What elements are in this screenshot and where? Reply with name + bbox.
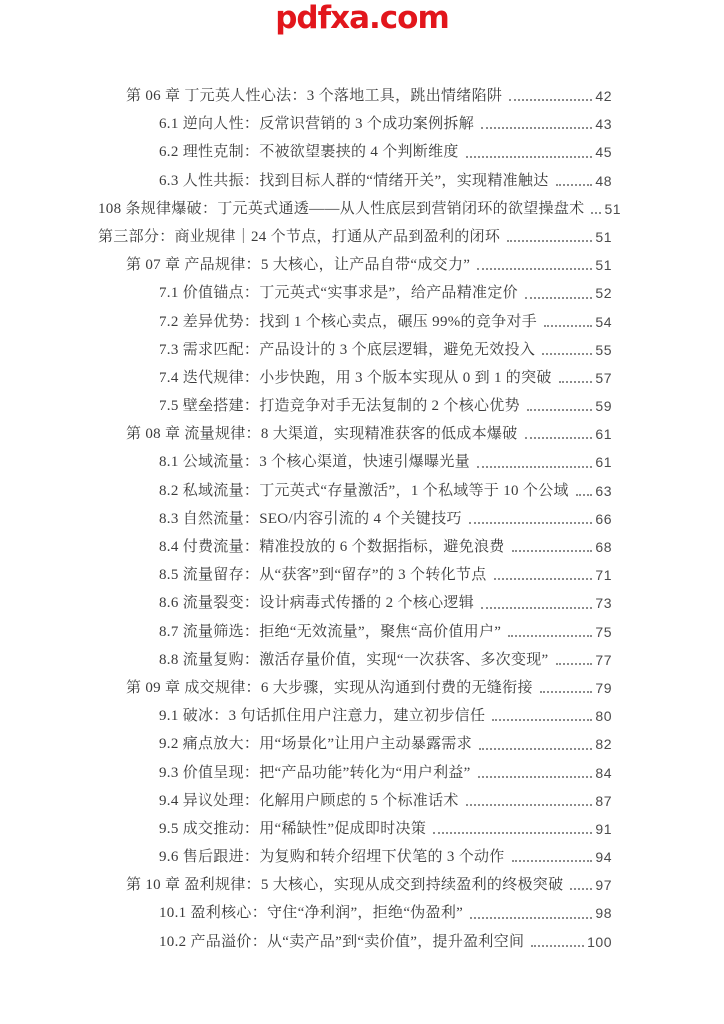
toc-entry — [98, 928, 612, 956]
dot-leader — [477, 268, 592, 270]
toc-entry-label: 9.2 痛点放大：用“场景化”让用户主动暴露需求 — [159, 736, 473, 753]
dot-leader — [559, 381, 593, 383]
dot-leader — [576, 494, 593, 496]
dot-leader — [591, 212, 601, 214]
toc-entry-page-number: 87 — [595, 792, 612, 809]
dot-leader — [469, 522, 593, 524]
toc-entry — [98, 815, 612, 843]
toc-entry-page-number: 61 — [595, 454, 612, 471]
toc-entry-page-number: 97 — [595, 877, 612, 894]
toc-entry-page-number: 57 — [595, 369, 612, 386]
dot-leader — [466, 156, 593, 158]
dot-leader — [512, 550, 593, 552]
toc-entry-page-number: 45 — [595, 144, 612, 161]
toc-entry — [98, 730, 612, 758]
dot-leader — [531, 945, 584, 947]
dot-leader — [507, 240, 592, 242]
toc-entry — [98, 138, 612, 166]
dot-leader — [477, 466, 592, 468]
dot-leader — [542, 353, 592, 355]
toc-entry — [98, 618, 612, 646]
toc-entry-page-number: 43 — [595, 116, 612, 133]
dot-leader — [527, 409, 593, 411]
dot-leader — [478, 776, 593, 778]
toc-entry — [98, 420, 612, 448]
toc-entry-page-number: 71 — [595, 567, 612, 584]
toc-entry — [98, 392, 612, 420]
toc-entry-page-number: 68 — [595, 539, 612, 555]
dot-leader — [470, 917, 592, 919]
toc-entry-label: 9.3 价值呈现：把“产品功能”转化为“用户利益” — [159, 764, 471, 781]
toc-entry-page-number: 73 — [595, 595, 612, 612]
toc-entry-page-number: 84 — [595, 764, 612, 781]
toc-entry — [98, 843, 612, 871]
toc-entry — [98, 223, 612, 251]
toc-entry-label: 10.2 产品溢价：从“卖产品”到“卖价值”，提升盈利空间 — [159, 933, 525, 950]
dot-leader — [570, 888, 592, 890]
toc-entry — [98, 251, 612, 279]
toc-entry-label: 7.3 需求匹配：产品设计的 3 个底层逻辑，避免无效投入 — [159, 341, 536, 358]
site-watermark: pdfxa.com — [275, 0, 449, 36]
toc-entry-label: 8.2 私域流量：丁元英式“存量激活”，1 个私域等于 10 个公域 — [159, 482, 569, 499]
toc-entry — [98, 871, 612, 899]
toc-entry-page-number: 52 — [595, 285, 612, 302]
toc-entry-label: 8.1 公域流量：3 个核心渠道，快速引爆曝光量 — [159, 454, 470, 471]
toc-entry — [98, 167, 612, 195]
toc-entry-page-number: 51 — [595, 228, 612, 245]
dot-leader — [556, 184, 593, 186]
toc-entry — [98, 82, 612, 110]
toc-entry-page-number: 54 — [595, 313, 612, 330]
toc-entry-page-number: 51 — [604, 200, 622, 217]
dot-leader — [525, 437, 593, 439]
toc-entry-page-number: 48 — [595, 172, 612, 189]
toc-entry — [98, 279, 612, 307]
toc-entry-page-number: 75 — [595, 623, 612, 640]
toc-entry-page-number: 61 — [595, 426, 612, 443]
toc-entry-label: 6.2 理性克制：不被欲望裹挟的 4 个判断维度 — [159, 144, 459, 161]
toc-entry-page-number: 91 — [595, 820, 612, 837]
dot-leader — [525, 297, 593, 299]
toc-entry — [98, 759, 612, 787]
toc-entry-label: 第 08 章 流量规律：8 大渠道，实现精准获客的低成本爆破 — [126, 426, 518, 443]
toc-entry-page-number: 63 — [595, 482, 612, 499]
toc-entry-label: 8.6 流量裂变：设计病毒式传播的 2 个核心逻辑 — [159, 595, 475, 612]
dot-leader — [433, 832, 592, 834]
dot-leader — [544, 325, 592, 327]
dot-leader — [492, 719, 592, 721]
toc-entry-label: 第 09 章 成交规律：6 大步骤，实现从沟通到付费的无缝衔接 — [126, 679, 533, 696]
dot-leader — [540, 691, 593, 693]
toc-entry-label: 7.4 迭代规律：小步快跑，用 3 个版本实现从 0 到 1 的突破 — [159, 369, 552, 386]
toc-entry-label: 9.4 异议处理：化解用户顾虑的 5 个标准话术 — [159, 792, 459, 809]
toc-entry-label: 6.3 人性共振：找到目标人群的“情绪开关”，实现精准触达 — [159, 172, 549, 189]
toc-entry-label: 第 07 章 产品规律：5 大核心，让产品自带“成交力” — [126, 257, 471, 274]
toc-entry-page-number: 55 — [595, 341, 612, 358]
dot-leader — [481, 127, 592, 129]
toc-entry-label: 第三部分：商业规律｜24 个节点，打通从产品到盈利的闭环 — [98, 228, 501, 245]
toc-entry — [98, 110, 612, 138]
toc-entry — [98, 195, 622, 223]
toc-entry — [98, 364, 612, 392]
toc-entry — [98, 533, 612, 561]
toc-entry — [98, 787, 612, 815]
toc-entry-label: 6.1 逆向人性：反常识营销的 3 个成功案例拆解 — [159, 116, 475, 133]
toc-entry-page-number: 82 — [595, 736, 612, 753]
toc-entry-label: 7.1 价值锚点：丁元英式“实事求是”，给产品精准定价 — [159, 285, 518, 302]
dot-leader — [466, 804, 593, 806]
dot-leader — [512, 860, 593, 862]
toc-entry — [98, 646, 612, 674]
dot-leader — [508, 635, 592, 637]
toc-entry-label: 7.2 差异优势：找到 1 个核心卖点，碾压 99%的竞争对手 — [159, 313, 538, 330]
toc-entry-label: 8.7 流量筛选：拒绝“无效流量”，聚焦“高价值用户” — [159, 623, 502, 640]
toc-entry-label: 8.4 付费流量：精准投放的 6 个数据指标，避免浪费 — [159, 539, 505, 555]
toc-entry — [98, 505, 612, 533]
toc-entry-page-number: 98 — [595, 905, 612, 922]
toc-entry-page-number: 59 — [595, 398, 612, 415]
toc-entry-label: 第 10 章 盈利规律：5 大核心，实现从成交到持续盈利的终极突破 — [126, 877, 564, 894]
toc-entry — [98, 477, 612, 505]
toc-entry-label: 9.6 售后跟进：为复购和转介绍埋下伏笔的 3 个动作 — [159, 849, 505, 866]
toc-entry — [98, 448, 612, 476]
toc-entry — [98, 702, 612, 730]
toc-entry-label: 108 条规律爆破：丁元英式通透——从人性底层到营销闭环的欲望操盘术 — [98, 200, 585, 217]
toc-entry-label: 8.8 流量复购：激活存量价值，实现“一次获客、多次变现” — [159, 651, 549, 668]
toc-entry-label: 9.5 成交推动：用“稀缺性”促成即时决策 — [159, 820, 427, 837]
toc-entry — [98, 561, 612, 589]
toc-entry-page-number: 42 — [595, 88, 612, 104]
toc-entry — [98, 899, 612, 927]
dot-leader — [509, 99, 592, 101]
toc-entry-page-number: 80 — [595, 708, 612, 725]
toc-entry-label: 8.5 流量留存：从“获客”到“留存”的 3 个转化节点 — [159, 567, 487, 584]
dot-leader — [479, 748, 592, 750]
toc-entry-page-number: 94 — [595, 849, 612, 866]
toc-entry — [98, 308, 612, 336]
dot-leader — [556, 663, 593, 665]
toc-entry-page-number: 100 — [587, 933, 612, 950]
table-of-contents — [98, 82, 622, 956]
toc-entry-page-number: 79 — [595, 679, 612, 696]
dot-leader — [494, 578, 593, 580]
dot-leader — [481, 607, 592, 609]
toc-entry-label: 7.5 壁垒搭建：打造竞争对手无法复制的 2 个核心优势 — [159, 398, 520, 415]
toc-entry-label: 8.3 自然流量：SEO/内容引流的 4 个关键技巧 — [159, 510, 462, 527]
toc-entry-page-number: 77 — [595, 651, 612, 668]
toc-entry-label: 9.1 破冰：3 句话抓住用户注意力，建立初步信任 — [159, 708, 486, 725]
toc-entry-label: 第 06 章 丁元英人性心法：3 个落地工具，跳出情绪陷阱 — [126, 88, 503, 104]
toc-entry — [98, 674, 612, 702]
toc-entry — [98, 589, 612, 617]
toc-entry-page-number: 66 — [595, 510, 612, 527]
toc-entry-page-number: 51 — [595, 257, 612, 274]
toc-entry — [98, 336, 612, 364]
toc-entry-label: 10.1 盈利核心：守住“净利润”，拒绝“伪盈利” — [159, 905, 464, 922]
